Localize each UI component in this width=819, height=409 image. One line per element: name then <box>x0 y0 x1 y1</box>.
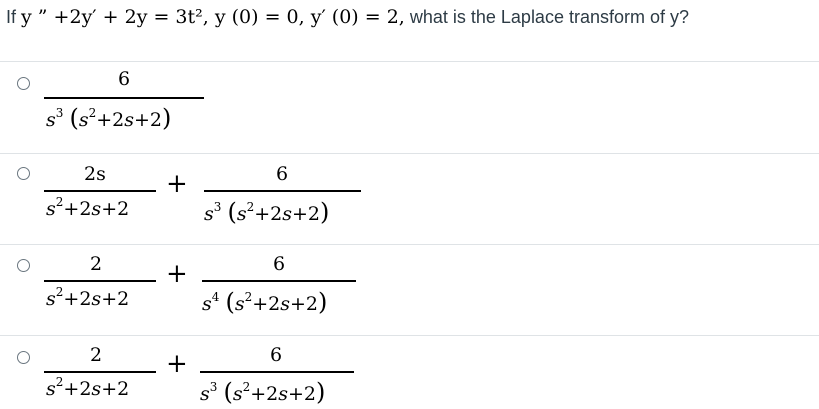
fraction-bar <box>44 190 156 192</box>
plus-sign: + <box>166 169 188 199</box>
fraction-bar <box>200 371 354 373</box>
fraction-bar <box>204 190 361 192</box>
plus-sign: + <box>166 349 188 379</box>
radio-button[interactable] <box>17 77 30 90</box>
denominator: $s^3$ $(s^2+2s+2)$ <box>200 378 326 406</box>
divider <box>0 244 819 245</box>
denominator: $s^2+2s+2$ <box>46 195 130 220</box>
numerator: 6 <box>273 253 286 275</box>
numerator: 6 <box>276 163 289 185</box>
radio-button[interactable] <box>17 351 30 364</box>
plus-sign: + <box>166 259 188 289</box>
numerator: 2 <box>90 253 103 275</box>
divider <box>0 335 819 336</box>
fraction-bar <box>44 97 204 99</box>
denominator: $s^2+2s+2$ <box>46 375 130 400</box>
numerator: 2s <box>84 163 106 185</box>
fraction-bar <box>44 280 156 282</box>
denominator: $s^3$ $(s^2+2s+2)$ <box>204 198 330 226</box>
denominator: $s^2+2s+2$ <box>46 285 130 310</box>
divider <box>0 153 819 154</box>
denominator: $s^3$ $(s^2+2s+2)$ <box>46 104 172 132</box>
numerator: 6 <box>118 68 131 90</box>
radio-button[interactable] <box>17 167 30 180</box>
divider <box>0 61 819 62</box>
denominator: $s^4$ $(s^2+2s+2)$ <box>202 288 328 316</box>
fraction-bar <box>202 280 356 282</box>
numerator: 2 <box>90 344 103 366</box>
question-suffix: what is the Laplace transform of y? <box>409 7 689 27</box>
numerator: 6 <box>270 344 283 366</box>
question-text <box>6 6 689 28</box>
radio-button[interactable] <box>17 259 30 272</box>
question-prefix: If <box>6 7 17 27</box>
question-math: y ” +2y′ + 2y = 3t², y (0) = 0, y′ (0) = 2, <box>21 6 405 28</box>
fraction-bar <box>44 371 156 373</box>
